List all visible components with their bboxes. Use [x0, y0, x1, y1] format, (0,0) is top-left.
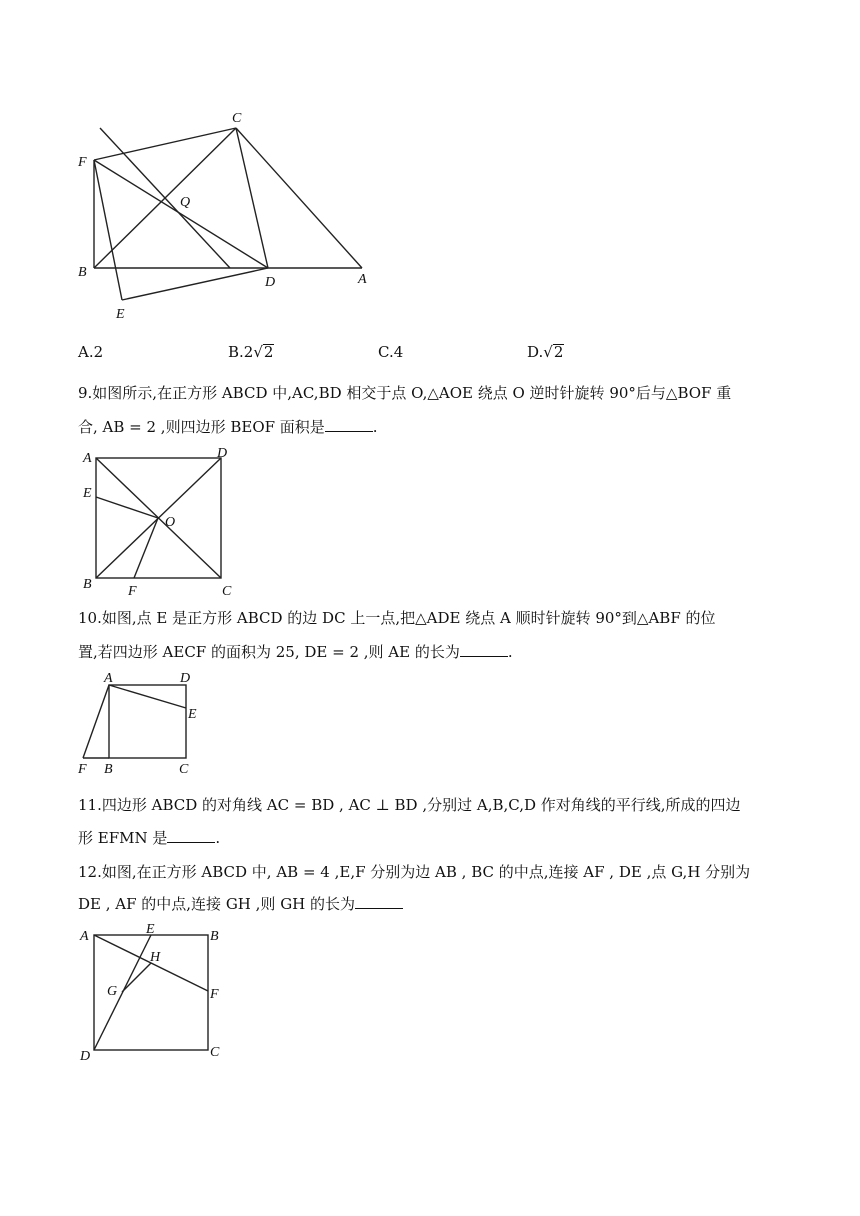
q8-label-Q: Q	[180, 195, 191, 210]
q8-label-B: B	[78, 265, 87, 280]
q10-label-E: E	[188, 707, 197, 722]
q8-label-D: D	[265, 275, 276, 290]
q9-line2-text: 合, AB = 2 ,则四边形 BEOF 面积是	[78, 418, 325, 436]
q12-line1: 12.如图,在正方形 ABCD 中, AB = 4 ,E,F 分别为边 AB , BC 的中点,连接 AF , DE ,点 G,H 分别为	[78, 863, 751, 881]
q10-line1: 10.如图,点 E 是正方形 ABCD 的边 DC 上一点,把△ADE 绕点 A 顺时针旋转 90°到△ABF 的位	[78, 609, 716, 627]
q10-lines	[83, 685, 186, 758]
q10-label-D: D	[180, 671, 191, 686]
q9-label-F: F	[128, 584, 137, 599]
q9-figure	[78, 445, 238, 600]
q9-label-D: D	[217, 446, 228, 461]
q12-figure	[76, 920, 236, 1070]
q8-option-b-coef: 2	[243, 343, 254, 361]
q12-label-G: G	[107, 984, 118, 999]
q8-option-b	[228, 343, 274, 361]
q11-line1: 11.四边形 ABCD 的对角线 AC = BD , AC ⊥ BD ,分别过 A,B,C,D 作对角线的平行线,所成的四边	[78, 796, 741, 814]
q10-label-C: C	[179, 762, 189, 777]
q8-label-E: E	[116, 307, 125, 322]
q8-lines	[94, 128, 362, 300]
q12-line2	[78, 894, 403, 914]
q10-label-B: B	[104, 762, 113, 777]
q10-label-F: F	[78, 762, 87, 777]
q12-label-C: C	[210, 1045, 220, 1060]
q9-lines	[96, 458, 221, 578]
q8-option-c: C.4	[378, 343, 404, 361]
q8-label-A: A	[358, 272, 367, 287]
q11-line2-text: 形 EFMN 是	[78, 829, 168, 847]
q8-option-d	[527, 343, 564, 361]
q8-figure	[70, 100, 390, 330]
q9-label-E: E	[83, 486, 92, 501]
q12-label-H: H	[150, 950, 161, 965]
q9-label-B: B	[83, 577, 92, 592]
q9-line2: 合, AB = 2 ,则四边形 BEOF 面积是 .	[78, 418, 378, 436]
q12-label-A: A	[80, 929, 89, 944]
q9-line1: 9.如图所示,在正方形 ABCD 中,AC,BD 相交于点 O,△AOE 绕点 O 逆时针旋转 90°后与△BOF 重	[78, 384, 732, 402]
q8-option-b-prefix: B.	[228, 343, 244, 361]
q8-option-b-radicand: 2	[263, 343, 274, 361]
q9-label-O: O	[165, 515, 176, 530]
q8-option-d-prefix: D.	[527, 343, 544, 361]
answer-blank	[355, 894, 403, 909]
q8-option-d-radicand: 2	[553, 343, 564, 361]
answer-blank	[325, 417, 373, 432]
q8-label-F: F	[78, 155, 87, 170]
q12-label-B: B	[210, 929, 219, 944]
q10-line2-text: 置,若四边形 AECF 的面积为 25, DE = 2 ,则 AE 的长为	[78, 643, 460, 661]
sqrt-sign: √	[253, 343, 263, 361]
q10-line2: 置,若四边形 AECF 的面积为 25, DE = 2 ,则 AE 的长为 .	[78, 643, 513, 661]
answer-blank	[167, 828, 215, 843]
q10-figure	[74, 666, 214, 778]
q9-label-A: A	[83, 451, 92, 466]
q12-line2-text: DE , AF 的中点,连接 GH ,则 GH 的长为	[78, 895, 356, 913]
q12-label-D: D	[80, 1049, 91, 1064]
q11-line2: 形 EFMN 是 .	[78, 829, 221, 847]
answer-blank	[460, 642, 508, 657]
q10-label-A: A	[104, 671, 113, 686]
q12-label-E: E	[146, 922, 155, 937]
q8-label-C: C	[232, 111, 242, 126]
q12-label-F: F	[210, 987, 219, 1002]
q8-option-a: A.2	[78, 343, 104, 361]
q9-label-C: C	[222, 584, 232, 599]
sqrt-sign: √	[543, 343, 553, 361]
